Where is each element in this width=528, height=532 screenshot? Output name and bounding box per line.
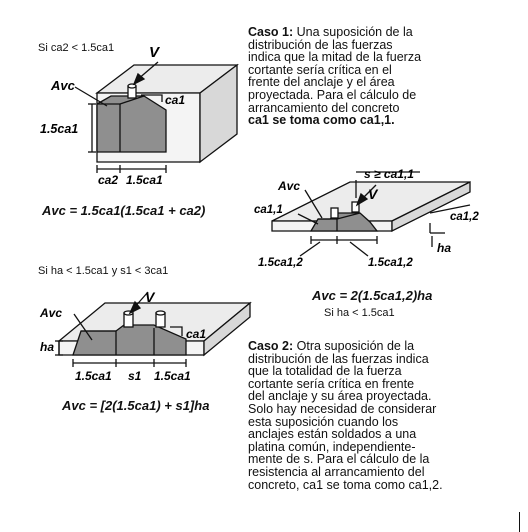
label-height-1: 1.5ca1 xyxy=(40,122,79,136)
label-ha-2: ha xyxy=(437,241,452,255)
caso-2-line: distribución de las fuerzas indica xyxy=(248,351,429,366)
caso-1-line: indica que la mitad de la fuerza xyxy=(248,50,422,65)
label-dim-right-3: 1.5ca1 xyxy=(154,369,191,383)
caso-2-line: Otra suposición de la xyxy=(296,339,415,353)
caso-2-line: platina común, independiente- xyxy=(248,439,416,454)
label-v-3: V xyxy=(145,289,155,305)
label-dim-left-2: 1.5ca1,2 xyxy=(258,257,303,269)
caso-2-text xyxy=(248,340,510,491)
label-ca1-1: ca1 xyxy=(165,93,186,107)
label-dim-15ca1: 1.5ca1 xyxy=(126,173,163,187)
caso-2-line: cortante sería crítica en frente xyxy=(248,376,415,391)
caso-2-heading: Caso 2: xyxy=(248,339,294,353)
label-ha-3: ha xyxy=(40,340,55,354)
caso-2-line: concreto, ca1 se toma como ca1,2. xyxy=(248,477,443,492)
caso-2-line: anclajes están soldados a una xyxy=(248,427,417,442)
caso-2-line: Solo hay necesidad de considerar xyxy=(248,401,437,416)
label-v-2: V xyxy=(368,186,378,202)
edge-mark xyxy=(519,512,520,532)
caso-1-line: distribución de las fuerzas xyxy=(248,37,393,52)
caso-1-line: Una suposición de la xyxy=(296,25,413,39)
formula-top-left: Avc = 1.5ca1(1.5ca1 + ca2) xyxy=(42,203,206,218)
caso-1-heading: Caso 1: xyxy=(248,25,294,39)
formula-bottom-left: Avc = [2(1.5ca1) + s1]ha xyxy=(62,398,210,413)
condition-top-left: Si ca2 < 1.5ca1 xyxy=(38,42,115,54)
caso-2-line: esta suposición cuando los xyxy=(248,414,399,429)
label-dim-mid-3: s1 xyxy=(128,369,142,383)
caso-1-line: ca1 se toma como ca1,1. xyxy=(248,113,395,128)
caso-2-line: resistencia al arrancamiento del xyxy=(248,464,425,479)
condition-bottom-left: Si ha < 1.5ca1 y s1 < 3ca1 xyxy=(38,265,169,277)
label-avc-1: Avc xyxy=(51,78,75,93)
caso-1-line: arrancamiento del concreto xyxy=(248,100,400,115)
label-v-1: V xyxy=(149,44,160,61)
caso-1-line: proyectada. Para el cálculo de xyxy=(248,87,417,102)
label-dim-right-2: 1.5ca1,2 xyxy=(368,257,413,269)
label-avc-2: Avc xyxy=(278,179,301,193)
caso-2-line: del anclaje y su área proyectada. xyxy=(248,389,432,404)
block-case1 xyxy=(75,62,237,173)
label-avc-3: Avc xyxy=(40,306,63,320)
caso-1-line: cortante sería crítica en el xyxy=(248,62,392,77)
caso-1-line: frente del anclaje y el área xyxy=(248,75,395,90)
label-dim-ca2: ca2 xyxy=(98,173,119,187)
label-ca12-right: ca1,2 xyxy=(450,211,479,223)
label-s: s ≥ ca1,1 xyxy=(364,167,414,181)
label-ca11: ca1,1 xyxy=(254,204,283,216)
caso-2-line: mente de s. Para el cálculo de la xyxy=(248,452,430,467)
formula-middle-right: Avc = 2(1.5ca1,2)ha xyxy=(312,288,433,303)
label-dim-left-3: 1.5ca1 xyxy=(75,369,112,383)
label-ca1-3: ca1 xyxy=(186,327,207,341)
caso-1-text xyxy=(248,26,508,127)
caso-2-line: que la totalidad de la fuerza xyxy=(248,364,402,379)
condition-middle-right: Si ha < 1.5ca1 xyxy=(324,307,395,319)
